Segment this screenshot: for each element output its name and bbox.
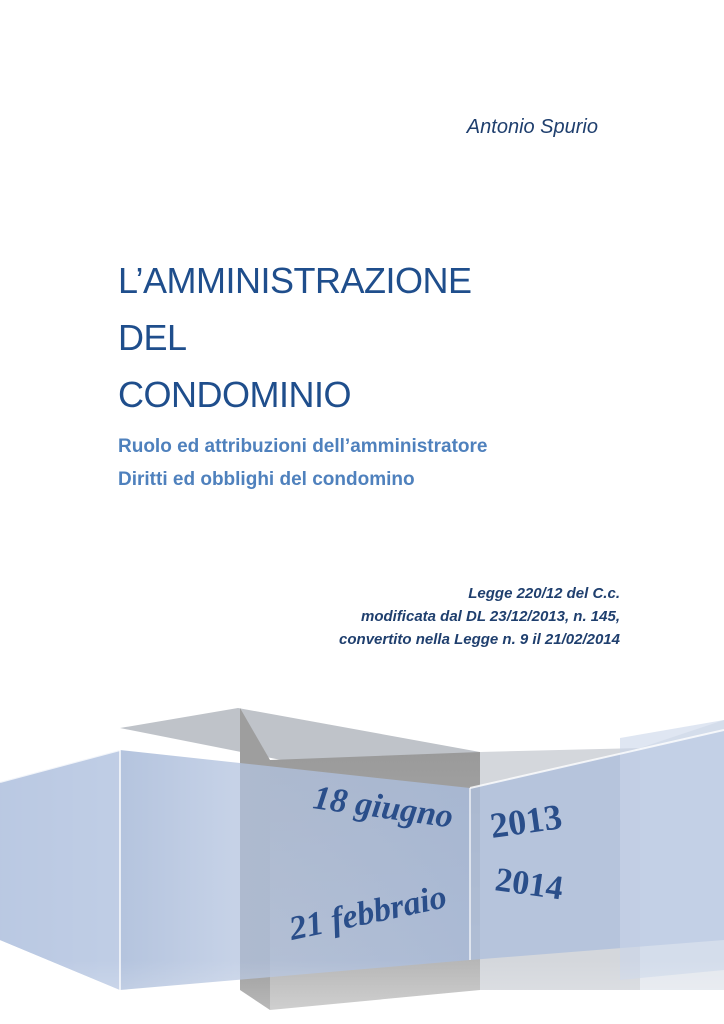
title-line-2: DEL: [118, 317, 187, 358]
legal-line-2: modificata dal DL 23/12/2013, n. 145,: [360, 608, 620, 625]
bottom-fade: [0, 960, 724, 1024]
legal-reference: [339, 582, 620, 651]
title-line-1: L’AMMINISTRAZIONE: [118, 260, 472, 301]
legal-line-3: convertito nella Legge n. 9 il 21/02/2014: [339, 631, 620, 648]
date-21-febbraio: 21 febbraio: [285, 878, 450, 948]
cover-artwork: [0, 690, 724, 1024]
document-subtitle: [118, 430, 487, 496]
author-name: Antonio Spurio: [466, 116, 598, 138]
date-18-giugno: 18 giugno: [310, 779, 456, 836]
blue-band-right-edge: [620, 720, 724, 980]
year-2014: 2014: [492, 861, 566, 908]
document-title: [118, 252, 472, 423]
subtitle-line-2: Diritti ed obblighi del condomino: [118, 469, 415, 490]
blue-band-left-edge: [0, 750, 120, 990]
legal-line-1: Legge 220/12 del C.c.: [468, 585, 620, 602]
year-2013: 2013: [487, 796, 565, 846]
title-line-3: CONDOMINIO: [118, 374, 351, 415]
subtitle-line-1: Ruolo ed attribuzioni dell’amministratore: [118, 436, 488, 457]
